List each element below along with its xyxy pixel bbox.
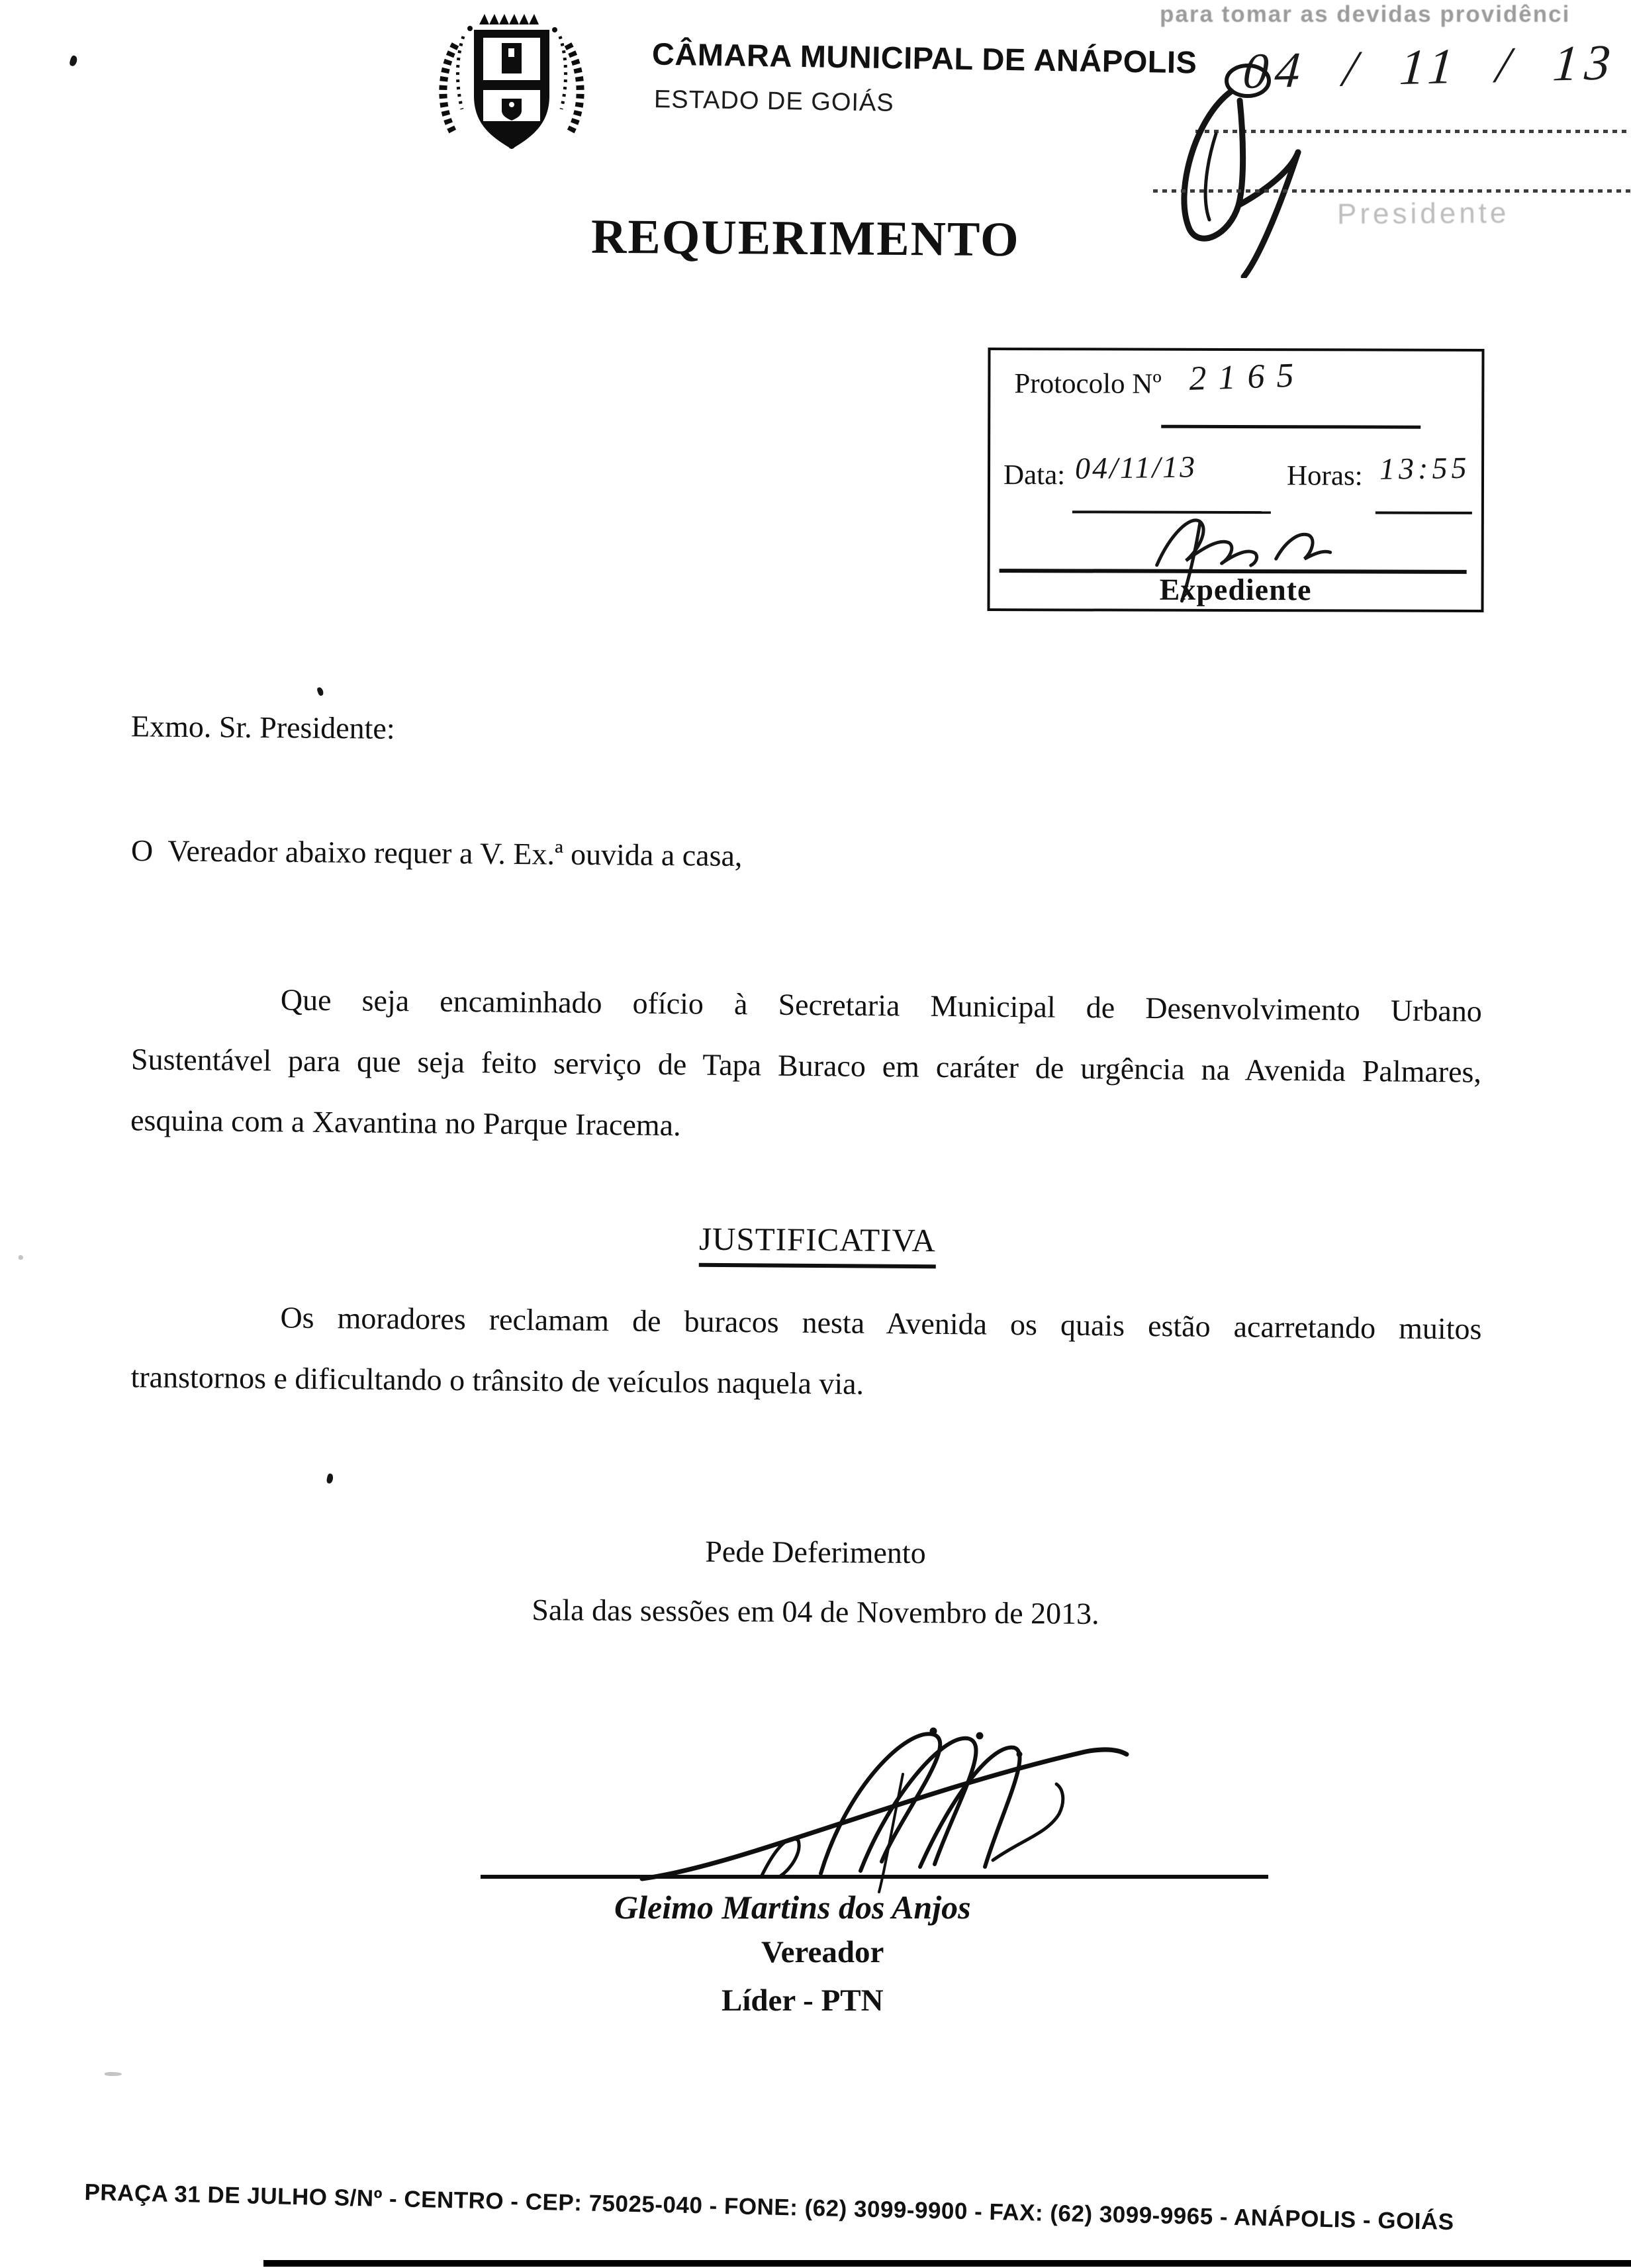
ink-speck	[326, 1473, 334, 1484]
president-signature-flourish	[1168, 53, 1347, 278]
closing-date: Sala das sessões em 04 de Novembro de 2013.	[532, 1593, 1099, 1630]
request-line: Sustentável para que seja feito serviço de Tapa Buraco em caráter de urgência na Avenida Palmares,	[130, 1042, 1482, 1089]
justification-line: transtornos e dificultando o trânsito de veículos naquela via.	[130, 1360, 864, 1401]
ink-speck	[105, 2072, 122, 2076]
protocolo-number-handwritten: 2165	[1188, 356, 1307, 398]
faded-handwriting-note: para tomar as devidas providênci	[1160, 1, 1571, 27]
presidente-stamp: Presidente	[1336, 197, 1510, 230]
data-value-handwritten: 04/11/13	[1074, 449, 1197, 485]
request-line: esquina com a Xavantina no Parque Iracema.	[130, 1103, 681, 1143]
signature-line	[481, 1875, 1268, 1879]
scan-edge-bar	[263, 2260, 1631, 2267]
salutation: Exmo. Sr. Presidente:	[130, 709, 395, 745]
horas-label: Horas:	[1286, 460, 1363, 492]
horas-underline	[1375, 512, 1472, 514]
data-label: Data:	[1003, 459, 1066, 491]
protocol-box	[987, 348, 1484, 612]
protocolo-label: Protocolo Nº	[1014, 368, 1162, 400]
signer-name: Gleimo Martins dos Anjos	[614, 1889, 971, 1926]
request-paragraph	[130, 968, 1483, 1164]
ink-speck	[69, 55, 78, 67]
justification-paragraph	[130, 1286, 1482, 1421]
horas-value-handwritten: 13:55	[1379, 450, 1471, 486]
expediente-label: Expediente	[1159, 572, 1312, 607]
signer-party-role: Líder - PTN	[722, 1983, 884, 2018]
org-name: CÂMARA MUNICIPAL DE ANÁPOLIS	[651, 36, 1197, 80]
intro-line: O Vereador abaixo requer a V. Ex.ª ouvida a casa,	[130, 833, 743, 873]
dotted-signature-line	[1153, 189, 1631, 193]
justification-heading: JUSTIFICATIVA	[699, 1220, 936, 1268]
handwritten-date: 04 / 11 / 13	[1240, 34, 1619, 99]
ink-speck	[19, 1255, 23, 1260]
closing-petition: Pede Deferimento	[705, 1534, 926, 1570]
justification-line: Os moradores reclamam de buracos nesta Avenida os quais estão acarretando muitos	[280, 1300, 1482, 1346]
coat-of-arms-icon	[424, 10, 599, 152]
request-line: Que seja encaminhado ofício à Secretaria Municipal de Desenvolvimento Urbano	[280, 982, 1483, 1028]
document-title: REQUERIMENTO	[590, 209, 1020, 267]
org-subtitle: ESTADO DE GOIÁS	[653, 85, 895, 117]
vereador-signature	[622, 1708, 1152, 1893]
protocolo-underline	[1161, 425, 1421, 429]
ink-speck	[316, 686, 324, 696]
footer-address: PRAÇA 31 DE JULHO S/Nº - CENTRO - CEP: 75025-040 - FONE: (62) 3099-9900 - FAX: (62) 3099-9965 - ANÁPOLIS - GOIÁS	[84, 2179, 1455, 2236]
signer-role: Vereador	[761, 1935, 884, 1969]
